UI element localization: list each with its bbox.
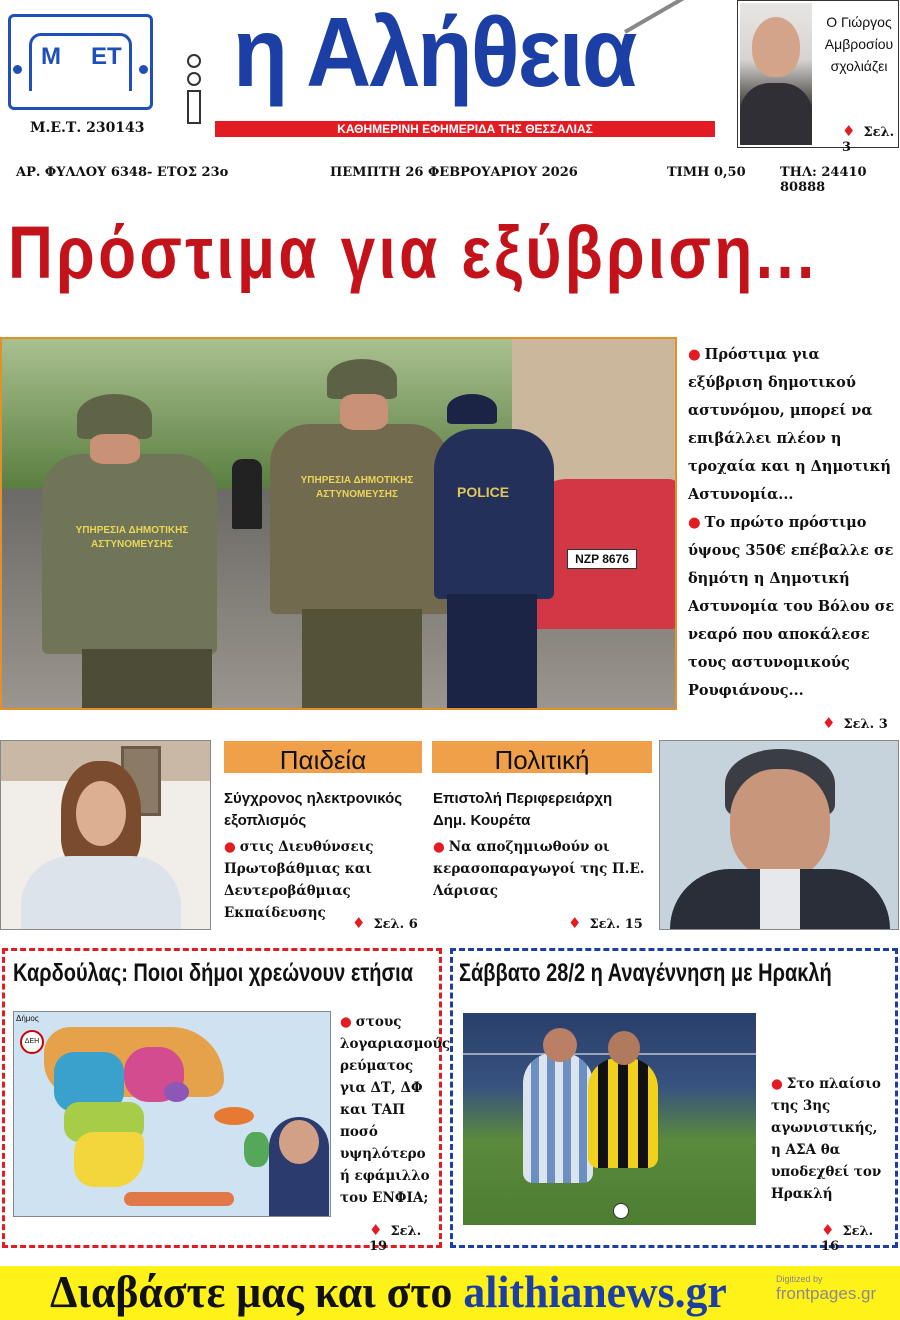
diamond-icon: ♦ <box>821 1221 835 1239</box>
met-logo-letter-m: Μ <box>41 43 61 70</box>
banner-lead: Διαβάστε μας και στο <box>50 1266 453 1317</box>
police-officer-cap <box>447 394 497 424</box>
pedestrian <box>232 459 262 529</box>
map-badge: ΔΕΗ <box>20 1030 44 1054</box>
phone-number: ΤΗΛ: 24410 80888 <box>780 165 867 195</box>
officer-left-cap <box>77 394 152 439</box>
banner-url-link[interactable]: alithianews.gr <box>463 1266 727 1317</box>
officer-left <box>42 454 217 654</box>
issue-date: ΠΕΜΠΤΗ 26 ΦΕΒΡΟΥΑΡΙΟΥ 2026 <box>330 165 578 180</box>
map-legend-label: Δήμος <box>16 1014 39 1023</box>
quill-icon <box>624 0 721 34</box>
logo-dot-right <box>139 65 148 74</box>
saturday-body: ● Στο πλαίσιο της 3ης αγωνιστικής, η ΑΣΑ θα υποδεχθεί τον Ηρακλή <box>771 1076 882 1202</box>
education-page-ref[interactable]: ♦ Σελ. 6 <box>352 914 418 932</box>
diamond-icon: ♦ <box>352 914 366 932</box>
issue-number: ΑΡ. ΦΥΛΛΟΥ 6348- ΕΤΟΣ 23ο <box>16 165 229 180</box>
education-body: ● στις Διευθύνσεις Πρωτοβάθμιας και Δευτεροβάθμιας Εκπαίδευσης <box>224 839 374 921</box>
saturday-title: Σάββατο 28/2 η Αναγέννηση με Ηρακλή <box>459 959 832 987</box>
columnist-photo <box>740 3 812 145</box>
diamond-icon: ♦ <box>568 914 582 932</box>
bullet-icon: ● <box>688 514 701 531</box>
columnist-page-ref <box>842 122 898 155</box>
section-tab-politics[interactable]: Πολιτική <box>432 741 652 773</box>
bullet-icon: ● <box>224 839 236 855</box>
columnist-text <box>820 11 898 77</box>
ball-icon <box>613 1203 629 1219</box>
masthead[interactable] <box>215 0 715 136</box>
uniform-patch-center: ΥΠΗΡΕΣΙΑ ΔΗΜΟΤΙΚΗΣ ΑΣΤΥΝΟΜΕΥΣΗΣ <box>300 475 414 500</box>
lead-paragraph-1: ● Πρόστιμα για εξύβριση δημοτικού αστυνόμου, μπορεί να επιβάλλει πλέον η τροχαία και η Δημοτική Αστυνομία... <box>688 346 891 503</box>
masthead-title: η Αλήθεια <box>233 0 636 107</box>
uniform-patch-left: ΥΠΗΡΕΣΙΑ ΔΗΜΟΤΙΚΗΣ ΑΣΤΥΝΟΜΕΥΣΗΣ <box>75 525 189 550</box>
watermark-caption: Digitized by <box>776 1274 823 1284</box>
kardoulas-body: ● στους λογαριασμούς ρεύματος για ΔΤ, ΔΦ και ΤΑΠ ποσό υψηλότερο ή εφάμιλλο του ΕΝΦΙΑ; <box>340 1014 451 1206</box>
license-plate: NZP 8676 <box>567 549 637 569</box>
saturday-match-box[interactable] <box>450 948 898 1254</box>
kardoulas-page-ref[interactable]: ♦ Σελ. 19 <box>369 1221 422 1254</box>
greece-municipalities-map <box>13 1011 331 1217</box>
certification-badge-icon <box>187 54 203 134</box>
player-light-kit <box>523 1053 593 1183</box>
masthead-tagline: ΚΑΘΗΜΕΡΙΝΗ ΕΦΗΜΕΡΙΔΑ ΤΗΣ ΘΕΣΣΑΛΙΑΣ <box>215 121 715 137</box>
kardoulas-title: Καρδούλας: Ποιοι δήμοι χρεώνουν ετήσια <box>13 959 413 987</box>
issue-info-line <box>0 165 900 195</box>
lead-story-text[interactable] <box>688 341 898 705</box>
main-headline[interactable]: Πρόστιμα για εξύβριση... <box>8 211 818 294</box>
columnist-box[interactable] <box>737 0 899 155</box>
lead-paragraph-2: ● Το πρώτο πρόστιμο ύψους 350€ επέβαλλε σε δημότη η Δημοτική Αστυνομία του Βόλου σε νεαρό που αποκάλεσε τους αστυνομικούς Ρουφιάνους... <box>688 514 895 699</box>
politics-body: ● Να αποζημιωθούν οι κερασοπαραγωγοί της Π.Ε. Λάρισας <box>433 839 645 899</box>
politics-title[interactable]: Επιστολή Περιφερειάρχη Δημ. Κουρέτα <box>433 790 613 829</box>
met-registration: Μ.Ε.Τ. 230143 <box>30 120 145 136</box>
lead-page-ref[interactable]: ♦ Σελ. 3 <box>822 714 888 732</box>
columnist-line-1: Ο Γιώργος <box>826 14 892 30</box>
diamond-icon: ♦ <box>369 1221 383 1239</box>
website-banner[interactable] <box>0 1266 900 1320</box>
player-yellow-kit <box>588 1058 658 1168</box>
main-story-photo[interactable] <box>0 337 677 710</box>
met-logo <box>8 14 153 110</box>
football-match-photo <box>463 1013 756 1225</box>
kardoulas-box[interactable] <box>2 948 451 1254</box>
logo-dot-left <box>13 65 22 74</box>
banner-text <box>50 1266 727 1318</box>
section-tab-education[interactable]: Παιδεία <box>224 741 422 773</box>
officer-center <box>270 424 450 614</box>
diamond-icon: ♦ <box>842 122 856 140</box>
education-photo[interactable] <box>0 740 211 930</box>
diamond-icon: ♦ <box>822 714 836 732</box>
officer-center-cap <box>327 359 397 399</box>
bullet-icon: ● <box>771 1076 783 1092</box>
columnist-line-3: σχολιάζει <box>830 58 888 74</box>
education-title[interactable]: Σύγχρονος ηλεκτρονικός εξοπλισμός <box>224 790 403 829</box>
politics-page-ref[interactable]: ♦ Σελ. 15 <box>568 914 643 932</box>
politics-photo[interactable] <box>659 740 899 930</box>
police-officer <box>434 429 554 599</box>
columnist-line-2: Αμβροσίου <box>824 36 894 52</box>
met-logo-letters-et: ΕΤ <box>91 43 122 70</box>
columnist-page-label: Σελ. 3 <box>842 125 895 155</box>
saturday-page-ref[interactable]: ♦ Σελ. 16 <box>821 1221 874 1254</box>
bullet-icon: ● <box>340 1014 352 1030</box>
police-label: POLICE <box>457 484 510 500</box>
bullet-icon: ● <box>433 839 445 855</box>
bullet-icon: ● <box>688 346 701 363</box>
watermark: frontpages.gr <box>776 1284 877 1303</box>
issue-price: ΤΙΜΗ 0,50 <box>667 165 746 180</box>
